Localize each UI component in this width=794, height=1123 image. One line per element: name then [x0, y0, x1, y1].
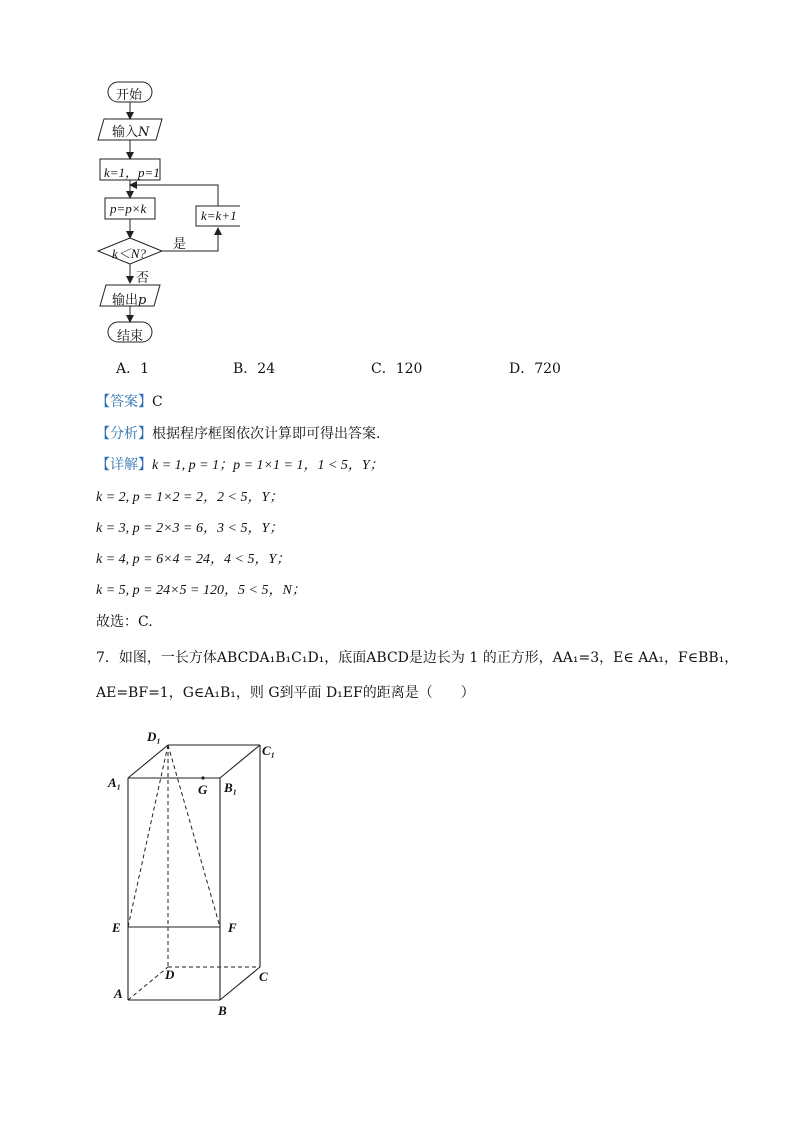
point-g-dot [201, 776, 204, 779]
start-text: 开始 [116, 88, 143, 103]
answer-line [96, 391, 163, 411]
detail-step-4: k = 4, p = 6×4 = 24，4 < 5，Y； [96, 552, 291, 567]
question-7-line-2: AE=BF=1，G∈A₁B₁，则 G到平面 D₁EF的距离是（ ） [96, 685, 475, 701]
label-b1: B₁ [224, 780, 238, 795]
analysis-text: 根据程序框图依次计算即可得出答案. [152, 426, 381, 442]
multiply-text: p=p×k [110, 201, 147, 216]
question-7-line-1: 7．如图，一长方体ABCDA₁B₁C₁D₁，底面ABCD是边长为 1 的正方形，AA₁=3，E∈ AA₁，F∈BB₁， [96, 650, 739, 666]
detail-conclusion: 故选：C. [96, 614, 153, 630]
label-f: F [228, 920, 237, 935]
input-label: 输入 [112, 125, 139, 140]
label-b: B [218, 1003, 227, 1018]
label-d1: D₁ [147, 729, 161, 744]
label-a1: A₁ [108, 775, 122, 790]
label-c1: C₁ [262, 743, 276, 758]
option-c: C．120 [371, 361, 423, 377]
label-e: E [112, 920, 121, 935]
output-var: p [138, 293, 147, 308]
detail-step-1: k = 1, p = 1；p = 1×1 = 1，1 < 5，Y； [152, 458, 384, 473]
input-text [112, 121, 149, 140]
input-var: N [138, 125, 150, 140]
analysis-line [96, 423, 380, 443]
detail-step-3: k = 3, p = 2×3 = 6，3 < 5，Y； [96, 521, 284, 536]
answer-value: C [152, 394, 163, 410]
detail-line-1 [96, 454, 384, 474]
cuboid-figure [100, 725, 300, 1025]
answer-tag: 【答案】 [96, 394, 152, 410]
label-d: D [165, 967, 175, 982]
detail-step-2: k = 2, p = 1×2 = 2，2 < 5，Y； [96, 490, 284, 505]
option-a: A．1 [116, 361, 150, 377]
option-d: D．720 [509, 361, 561, 377]
detail-tag: 【详解】 [96, 457, 152, 473]
output-label: 输出 [112, 293, 139, 308]
yes-label: 是 [173, 237, 187, 252]
init-text: k=1，p=1 [104, 165, 160, 180]
label-a: A [114, 986, 123, 1001]
analysis-tag: 【分析】 [96, 426, 152, 442]
label-g: G [198, 782, 208, 797]
end-text: 结束 [117, 329, 144, 344]
detail-step-5: k = 5, p = 24×5 = 120，5 < 5，N； [96, 583, 306, 598]
no-label: 否 [136, 271, 150, 286]
option-b: B．24 [233, 361, 276, 377]
increment-text: k=k+1 [201, 208, 237, 223]
label-c: C [259, 969, 268, 984]
output-text [112, 289, 146, 308]
condition-text: k＜N? [112, 246, 146, 261]
